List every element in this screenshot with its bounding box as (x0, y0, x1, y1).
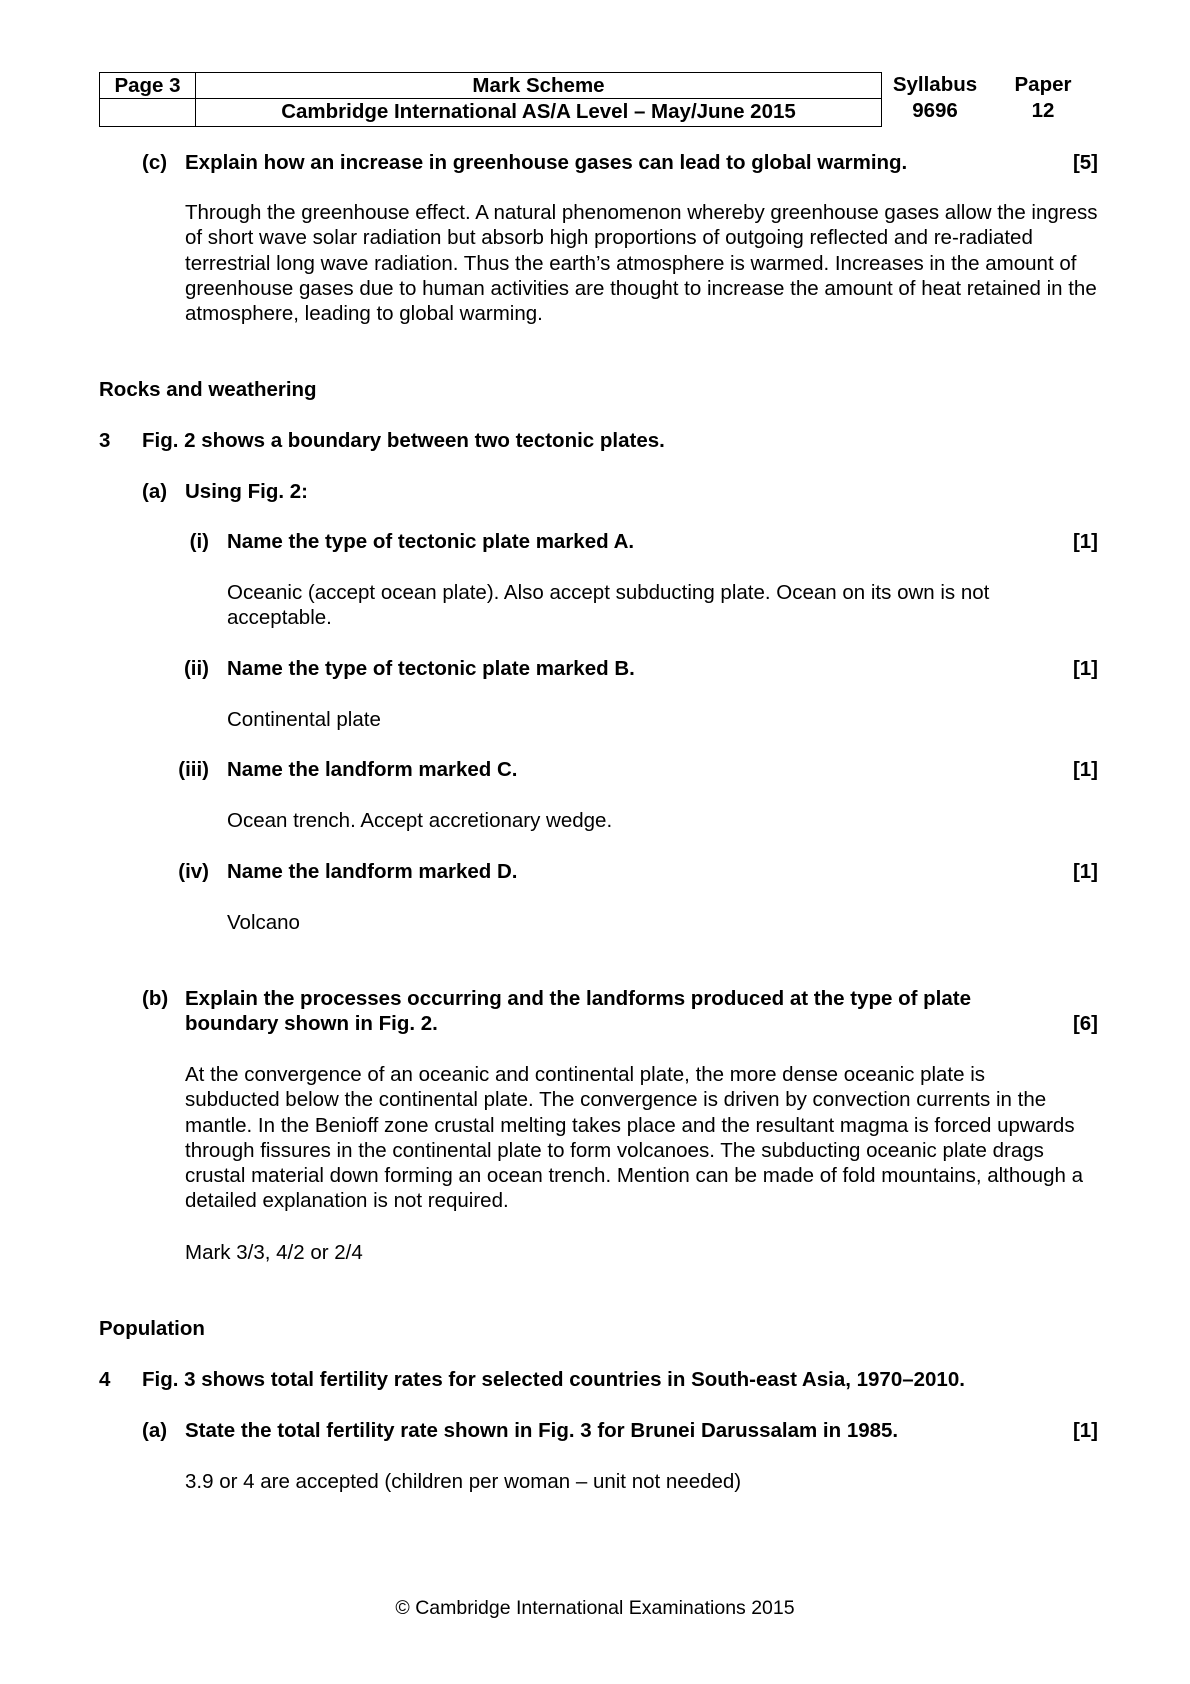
q3a-iii-question: Name the landform marked C. (227, 758, 518, 781)
q3a-iii-label: (iii) (178, 758, 209, 781)
q2c-label: (c) (142, 151, 168, 174)
header-subtitle: Cambridge International AS/A Level – May/June 2015 (281, 100, 796, 123)
q3a-i-question: Name the type of tectonic plate marked A. (227, 530, 635, 553)
q3b-answer: At the convergence of an oceanic and continental plate, the more dense oceanic plate is subducted below the continental plate. The convergence is driven by convection currents in the mantle. In the Benioff zone crustal melting takes place and the resultant magma is forced upwards through fissures in the continental plate to form volcanoes. The subducting oceanic plate drags crustal material down forming an ocean trench. Mention can be made of fold mountains, although a detailed explanation is not required. (185, 1063, 1083, 1213)
section-heading-population: Population (99, 1317, 205, 1340)
q3a-i-label: (i) (189, 530, 209, 553)
paper-value: 12 (1031, 99, 1055, 122)
page-label: Page 3 (114, 74, 181, 97)
q2c-question: Explain how an increase in greenhouse gases can lead to global warming. (185, 151, 908, 174)
q4-number: 4 (99, 1368, 111, 1391)
q3a-i-answer: Oceanic (accept ocean plate). Also accept subducting plate. Ocean on its own is not acceptable. (227, 581, 990, 630)
header-divider-horizontal (100, 98, 881, 99)
section-heading-rocks: Rocks and weathering (99, 378, 317, 401)
q2c-answer: Through the greenhouse effect. A natural phenomenon whereby greenhouse gases allow the ingress of short wave solar radiation but absorb high proportions of outgoing reflected and re-radiated terrestrial long wave radiation. Thus the earth’s atmosphere is warmed. Increases in the amount of greenhouse gases due to human activities are thought to increase the amount of heat retained in the atmosphere, leading to global warming. (185, 201, 1098, 326)
q3b-marks: [6] (1072, 1012, 1098, 1035)
q3b-question-line2: boundary shown in Fig. 2. (185, 1012, 438, 1035)
q3a-text: Using Fig. 2: (185, 480, 308, 503)
q3a-ii-marks: [1] (1072, 657, 1098, 680)
q2c-marks: [5] (1072, 151, 1098, 174)
q3a-label: (a) (142, 480, 168, 503)
q3a-iv-marks: [1] (1072, 860, 1098, 883)
q3-stem: Fig. 2 shows a boundary between two tectonic plates. (142, 429, 665, 452)
syllabus-value: 9696 (912, 99, 958, 122)
paper-label: Paper (1014, 73, 1072, 96)
header-title: Mark Scheme (472, 74, 605, 97)
q3b-mark-note: Mark 3/3, 4/2 or 2/4 (185, 1241, 363, 1264)
q3a-ii-label: (ii) (183, 657, 209, 680)
q3-number: 3 (99, 429, 111, 452)
q4a-question: State the total fertility rate shown in Fig. 3 for Brunei Darussalam in 1985. (185, 1419, 899, 1442)
q3a-iv-label: (iv) (178, 860, 209, 883)
q3b-question-line1: Explain the processes occurring and the landforms produced at the type of plate (185, 987, 971, 1010)
syllabus-label: Syllabus (892, 73, 978, 96)
q3b-label: (b) (142, 987, 169, 1010)
q3a-i-marks: [1] (1072, 530, 1098, 553)
q4a-label: (a) (142, 1419, 168, 1442)
q4-stem: Fig. 3 shows total fertility rates for selected countries in South-east Asia, 1970–2010. (142, 1368, 965, 1391)
header-table (99, 72, 882, 127)
q4a-marks: [1] (1072, 1419, 1098, 1442)
q3a-ii-answer: Continental plate (227, 708, 381, 731)
footer-copyright: © Cambridge International Examinations 2015 (395, 1597, 795, 1619)
q3a-ii-question: Name the type of tectonic plate marked B. (227, 657, 635, 680)
q3a-iv-question: Name the landform marked D. (227, 860, 518, 883)
q4a-answer: 3.9 or 4 are accepted (children per woman – unit not needed) (185, 1470, 742, 1493)
q3a-iii-answer: Ocean trench. Accept accretionary wedge. (227, 809, 613, 832)
q3a-iv-answer: Volcano (227, 911, 300, 934)
q3a-iii-marks: [1] (1072, 758, 1098, 781)
